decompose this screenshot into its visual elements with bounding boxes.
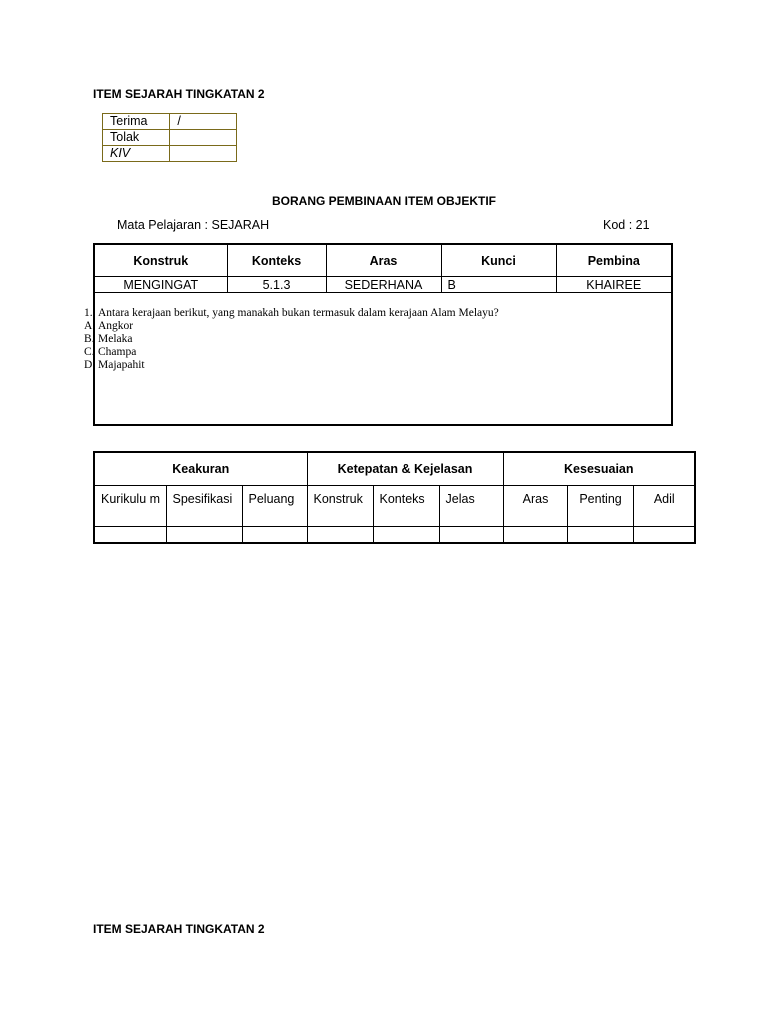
meta-value: MENGINGAT xyxy=(95,277,227,293)
status-value xyxy=(170,146,237,162)
meta-value: SEDERHANA xyxy=(326,277,441,293)
eval-group-header: Keakuran xyxy=(94,452,307,486)
review-status-table xyxy=(102,113,237,162)
eval-criteria-row xyxy=(94,486,695,527)
evaluation-table xyxy=(93,451,696,544)
meta-value: KHAIREE xyxy=(556,277,671,293)
option-text: Champa xyxy=(98,346,137,358)
meta-value: B xyxy=(441,277,556,293)
meta-header: Pembina xyxy=(556,245,671,277)
eval-criterion: Konteks xyxy=(373,486,439,527)
eval-score-cell xyxy=(373,527,439,544)
eval-score-row xyxy=(94,527,695,544)
meta-header: Konstruk xyxy=(95,245,227,277)
option-letter: D. xyxy=(84,359,96,371)
eval-group-header: Kesesuaian xyxy=(503,452,695,486)
status-label: Terima xyxy=(103,114,170,130)
option-letter: A. xyxy=(84,320,96,332)
eval-criterion: Peluang xyxy=(242,486,307,527)
status-row-accept xyxy=(103,114,237,130)
meta-header-row xyxy=(95,245,671,277)
eval-group-header: Ketepatan & Kejelasan xyxy=(307,452,503,486)
question-number: 1. xyxy=(84,307,93,319)
eval-score-cell xyxy=(166,527,242,544)
meta-header: Aras xyxy=(326,245,441,277)
eval-score-cell xyxy=(633,527,695,544)
option-item xyxy=(84,359,499,372)
status-label: Tolak xyxy=(103,130,170,146)
page-footer-header: ITEM SEJARAH TINGKATAN 2 xyxy=(93,922,265,936)
eval-score-cell xyxy=(567,527,633,544)
item-meta-table xyxy=(95,245,671,293)
option-item xyxy=(84,333,499,346)
meta-value: 5.1.3 xyxy=(227,277,326,293)
status-value: / xyxy=(170,114,237,130)
option-text: Angkor xyxy=(98,320,134,332)
eval-group-row xyxy=(94,452,695,486)
meta-header: Kunci xyxy=(441,245,556,277)
status-row-reject xyxy=(103,130,237,146)
eval-score-cell xyxy=(307,527,373,544)
question-stem xyxy=(84,307,499,320)
status-value xyxy=(170,130,237,146)
eval-score-cell xyxy=(439,527,503,544)
eval-criterion: Aras xyxy=(503,486,567,527)
meta-header: Konteks xyxy=(227,245,326,277)
question-text: Antara kerajaan berikut, yang manakah bukan termasuk dalam kerajaan Alam Melayu? xyxy=(98,307,499,319)
status-row-kiv xyxy=(103,146,237,162)
eval-score-cell xyxy=(94,527,166,544)
eval-criterion: Penting xyxy=(567,486,633,527)
option-letter: B. xyxy=(84,333,95,345)
eval-score-cell xyxy=(242,527,307,544)
eval-score-cell xyxy=(503,527,567,544)
form-title: BORANG PEMBINAAN ITEM OBJEKTIF xyxy=(271,194,496,208)
option-text: Majapahit xyxy=(98,359,145,371)
option-item xyxy=(84,320,499,333)
page-header: ITEM SEJARAH TINGKATAN 2 xyxy=(93,87,265,101)
meta-value-row xyxy=(95,277,671,293)
subject-line: Mata Pelajaran : SEJARAH xyxy=(117,218,270,232)
option-item xyxy=(84,346,499,359)
option-text: Melaka xyxy=(98,333,133,345)
eval-criterion: Spesifikasi xyxy=(166,486,242,527)
option-letter: C. xyxy=(84,346,95,358)
code-line: Kod : 21 xyxy=(603,218,650,232)
eval-criterion: Adil xyxy=(633,486,695,527)
question-block xyxy=(84,307,499,372)
status-label: KIV xyxy=(103,146,170,162)
eval-criterion: Konstruk xyxy=(307,486,373,527)
eval-criterion: Kurikulu m xyxy=(94,486,166,527)
eval-criterion: Jelas xyxy=(439,486,503,527)
